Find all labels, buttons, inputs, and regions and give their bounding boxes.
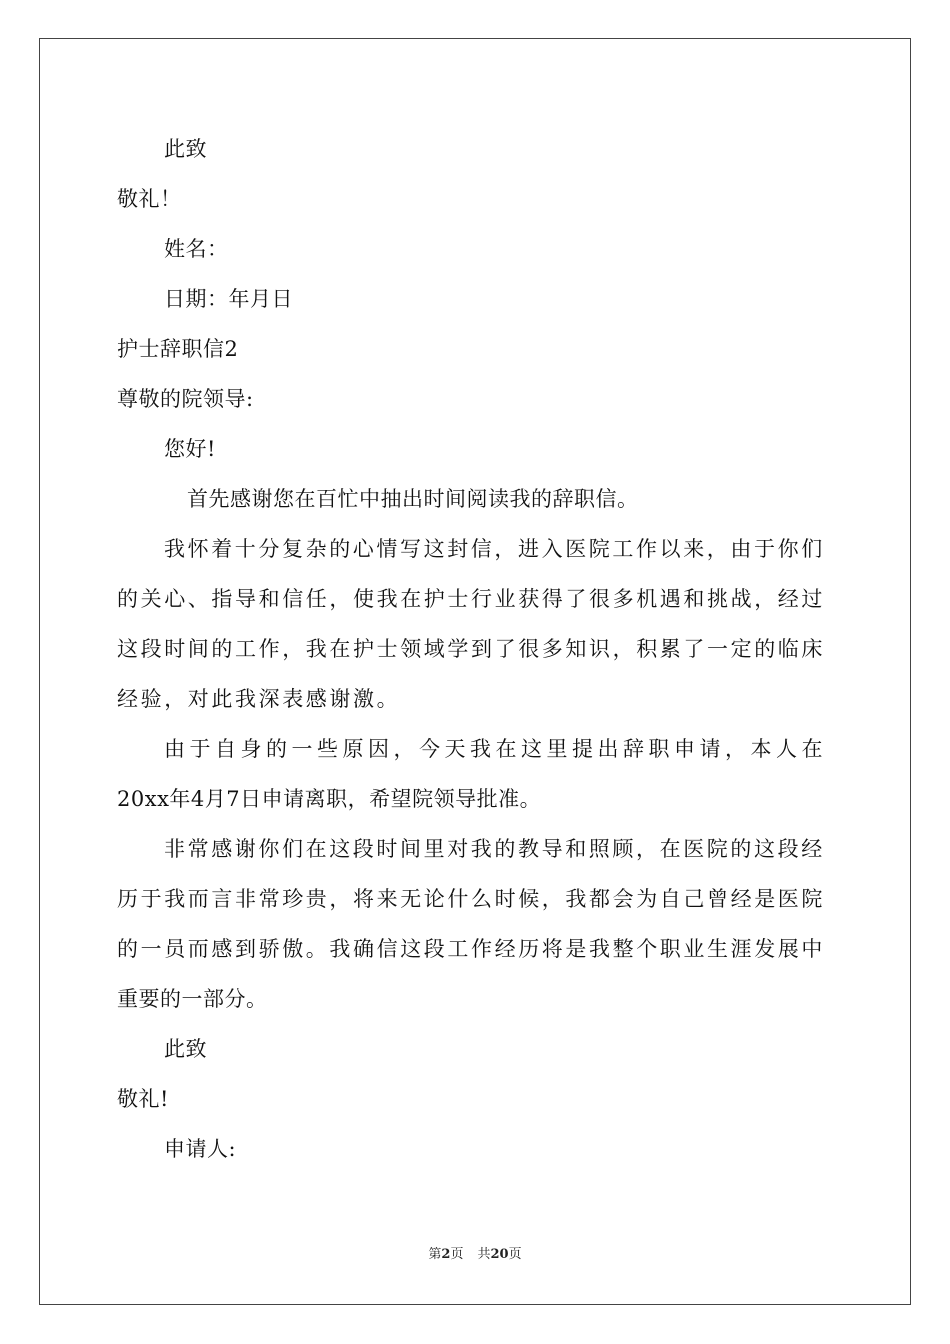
paragraph-4-line: 的一员而感到骄傲。我确信这段工作经历将是我整个职业生涯发展中 (117, 937, 825, 961)
letter-title: 护士辞职信2 (117, 337, 239, 361)
closing-salutation-2: 此致 (164, 1037, 207, 1061)
footer-total-pages: 20 (490, 1247, 509, 1262)
footer-total-prefix: 共 (477, 1247, 491, 1262)
closing-salutation: 此致 (164, 137, 207, 161)
greeting: 您好! (164, 437, 216, 461)
footer-page-prefix: 第 (428, 1247, 442, 1262)
applicant-label: 申请人: (164, 1137, 237, 1161)
paragraph-4-line: 历于我而言非常珍贵，将来无论什么时候，我都会为自己曾经是医院 (117, 887, 825, 911)
date-label: 日期：年月日 (164, 287, 293, 311)
paragraph-2-line: 的关心、指导和信任，使我在护士行业获得了很多机遇和挑战，经过 (117, 587, 825, 611)
closing-respect-2: 敬礼! (117, 1087, 169, 1111)
paragraph-1: 首先感谢您在百忙中抽出时间阅读我的辞职信。 (187, 487, 639, 511)
name-label: 姓名： (164, 237, 229, 261)
paragraph-4-line: 非常感谢你们在这段时间里对我的教导和照顾，在医院的这段经 (164, 837, 825, 861)
paragraph-2-line: 这段时间的工作，我在护士领域学到了很多知识，积累了一定的临床 (117, 637, 825, 661)
paragraph-2-line: 我怀着十分复杂的心情写这封信，进入医院工作以来，由于你们 (164, 537, 825, 561)
page-border (39, 38, 911, 1305)
page-footer (0, 1246, 950, 1264)
footer-page-suffix: 页 (450, 1247, 464, 1262)
recipient: 尊敬的院领导: (117, 387, 254, 411)
paragraph-4-line: 重要的一部分。 (117, 987, 268, 1011)
footer-page-number: 2 (441, 1247, 451, 1262)
footer-total-suffix: 页 (508, 1247, 522, 1262)
closing-respect: 敬礼！ (117, 187, 182, 211)
paragraph-3-line: 由于自身的一些原因，今天我在这里提出辞职申请，本人在 (164, 737, 827, 761)
paragraph-3-line: 20xx年4月7日申请离职，希望院领导批准。 (117, 787, 542, 811)
paragraph-2-line: 经验，对此我深表感谢激。 (117, 687, 401, 711)
